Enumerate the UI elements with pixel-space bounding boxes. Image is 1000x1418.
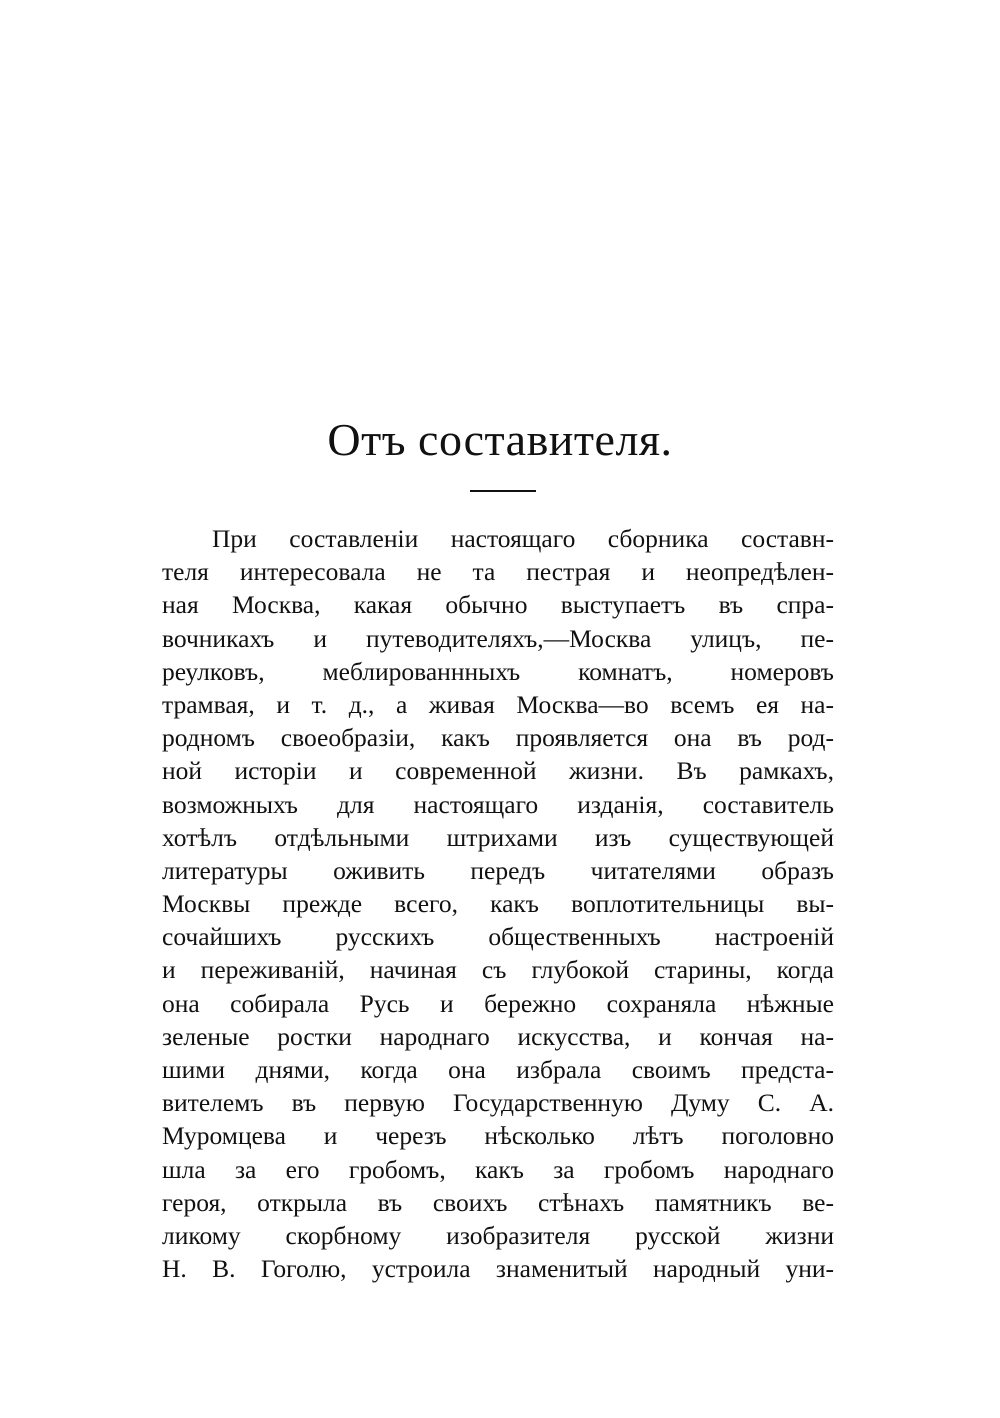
text-line: шими днями, когда она избрала своимъ предста- [162,1055,834,1084]
preface-paragraph [162,522,834,1285]
text-line: реулковъ, меблированнныхъ комнатъ, номеровъ [162,656,834,686]
text-line: она собирала Русь и бережно сохраняла нѣжные [162,988,834,1018]
text-line: сочайшихъ русскихъ общественныхъ настроеній [162,922,834,952]
text-line: Н. В. Гоголю, устроила знаменитый народный уни- [162,1254,834,1284]
text-line: хотѣлъ отдѣльными штрихами изъ существующей [162,822,834,852]
text-line: теля интересовала не та пестрая и неопредѣлен- [162,557,834,587]
text-line: возможныхъ для настоящаго изданія, составитель [162,789,834,819]
page-title: Отъ составителя. [327,414,673,465]
text-line: родномъ своеобразіи, какъ проявляется она въ род- [162,723,834,753]
title-divider [470,490,536,492]
text-line: литературы оживить передъ читателями образъ [162,855,834,885]
text-line: ная Москва, какая обычно выступаетъ въ спра- [162,590,834,620]
text-line: шла за его гробомъ, какъ за гробомъ народнаго [162,1154,834,1184]
text-line: При составленіи настоящаго сборника составн- [212,524,834,553]
text-line: и переживаній, начиная съ глубокой старины, когда [162,955,834,985]
text-line: вочникахъ и путеводителяхъ,—Москва улицъ, пе- [162,623,834,653]
text-line: ной исторіи и современной жизни. Въ рамкахъ, [162,756,834,786]
text-line: ликому скорбному изобразителя русской жизни [162,1220,834,1250]
text-line: героя, открыла въ своихъ стѣнахъ памятникъ ве- [162,1187,834,1217]
text-line: Муромцева и черезъ нѣсколько лѣтъ поголовно [162,1121,834,1151]
text-line: вителемъ въ первую Государственную Думу С. А. [162,1088,834,1118]
text-line: Москвы прежде всего, какъ воплотительницы вы- [162,889,834,919]
text-line: зеленые ростки народнаго искусства, и кончая на- [162,1021,834,1051]
text-line: трамвая, и т. д., а живая Москва—во всемъ ея на- [162,689,834,719]
